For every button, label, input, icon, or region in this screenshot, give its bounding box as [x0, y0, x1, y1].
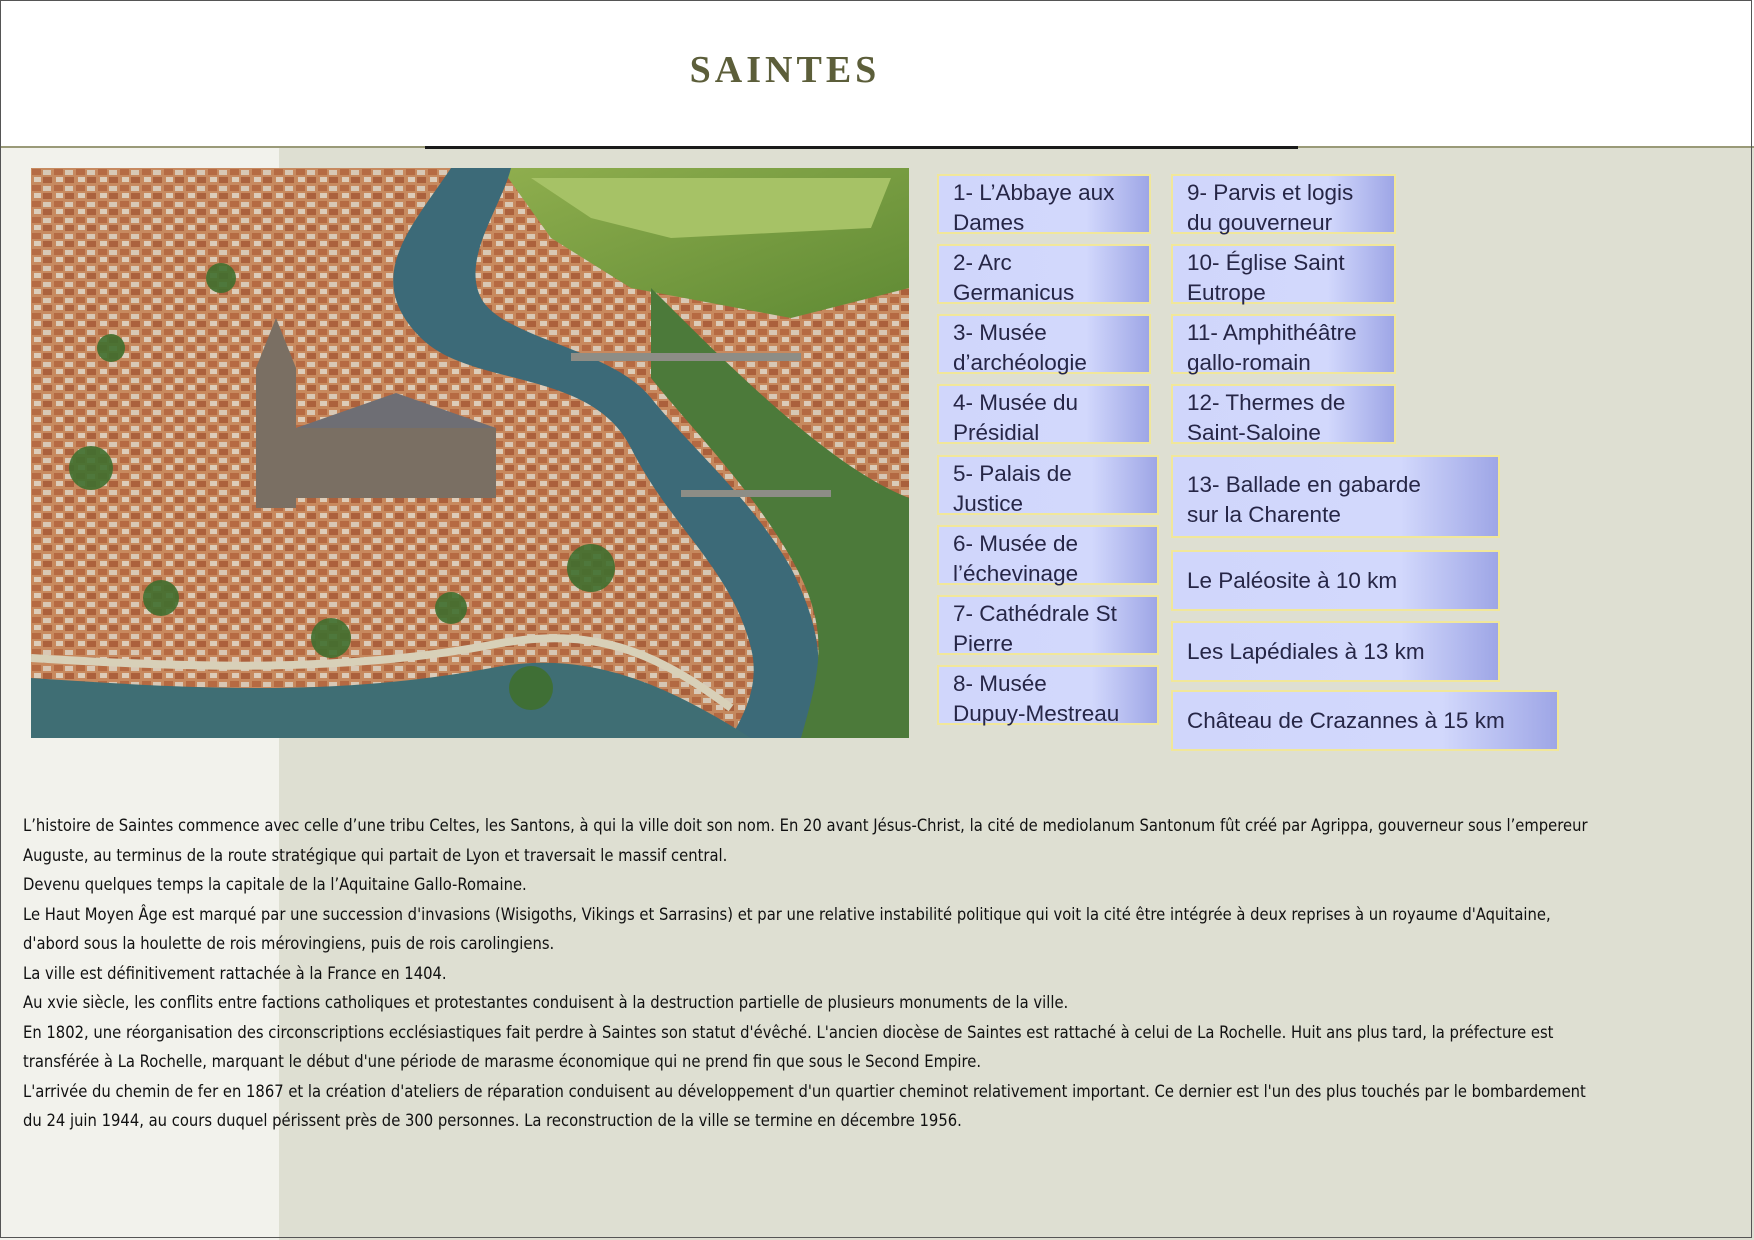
place-label: 5- Palais de Justice	[937, 455, 1159, 515]
aerial-photo-icon	[31, 168, 909, 738]
place-label: Château de Crazannes à 15 km	[1171, 690, 1559, 751]
history-line: transférée à La Rochelle, marquant le début d'une période de marasme économique qui ne prend fin que sous le Second Empire.	[23, 1052, 982, 1072]
place-label: 7- Cathédrale St Pierre	[937, 595, 1159, 655]
place-label: Les Lapédiales à 13 km	[1171, 621, 1500, 682]
history-line: Le Haut Moyen Âge est marqué par une succession d'invasions (Wisigoths, Vikings et Sarrasins) et par une relative instabilité politique qui voit la cité être intégrée à deux reprises à un royaume d'Aquitaine,	[23, 904, 1551, 925]
place-label: 8- Musée Dupuy-Mestreau	[937, 665, 1159, 725]
history-text	[23, 812, 1588, 1137]
history-line: La ville est définitivement rattachée à la France en 1404.	[23, 963, 447, 984]
place-label: 6- Musée de l’échevinage	[937, 525, 1159, 585]
place-label: 9- Parvis et logis du gouverneur	[1171, 174, 1396, 234]
place-label: 12- Thermes de Saint-Saloine	[1171, 384, 1396, 444]
history-line: du 24 juin 1944, au cours duquel périssent près de 300 personnes. La reconstruction de la ville se termine en décembre 1956.	[23, 1111, 962, 1131]
page-title: SAINTES	[689, 49, 881, 91]
aerial-photo-saintes	[31, 168, 909, 738]
history-line: L'arrivée du chemin de fer en 1867 et la création d'ateliers de réparation conduisent au développement d'un quartier cheminot relativement important. Ce dernier est l'un des plus touchés par le bombardement	[23, 1081, 1586, 1102]
place-label: 1- L’Abbaye aux Dames	[937, 174, 1151, 234]
place-label: 3- Musée d’archéologie	[937, 314, 1151, 374]
history-line: d'abord sous la houlette de rois mérovingiens, puis de rois carolingiens.	[23, 934, 555, 954]
header-divider-accent	[425, 146, 1298, 149]
history-line: Au xvie siècle, les conflits entre factions catholiques et protestantes conduisent à la destruction partielle de plusieurs monuments de la ville.	[23, 993, 1069, 1013]
history-line: L’histoire de Saintes commence avec celle d’une tribu Celtes, les Santons, à qui la ville doit son nom. En 20 avant Jésus-Christ, la cité de mediolanum Santonum fût créé par Agrippa, gouverneur sous l’empereur	[23, 816, 1588, 836]
place-label: 13- Ballade en gabarde sur la Charente	[1171, 455, 1500, 538]
place-label: 2- Arc Germanicus	[937, 244, 1151, 304]
history-line: En 1802, une réorganisation des circonscriptions ecclésiastiques fait perdre à Saintes son statut d'évêché. L'ancien diocèse de Saintes est rattaché à celui de La Rochelle. Huit ans plus tard, la préfecture est	[23, 1022, 1554, 1043]
history-line: Auguste, au terminus de la route stratégique qui partait de Lyon et traversait le massif central.	[23, 845, 728, 866]
place-label: Le Paléosite à 10 km	[1171, 550, 1500, 611]
place-label: 4- Musée du Présidial	[937, 384, 1151, 444]
place-label: 10- Église Saint Eutrope	[1171, 244, 1396, 304]
place-label: 11- Amphithéâtre gallo-romain	[1171, 314, 1396, 374]
history-line: Devenu quelques temps la capitale de la l’Aquitaine Gallo-Romaine.	[23, 875, 527, 895]
